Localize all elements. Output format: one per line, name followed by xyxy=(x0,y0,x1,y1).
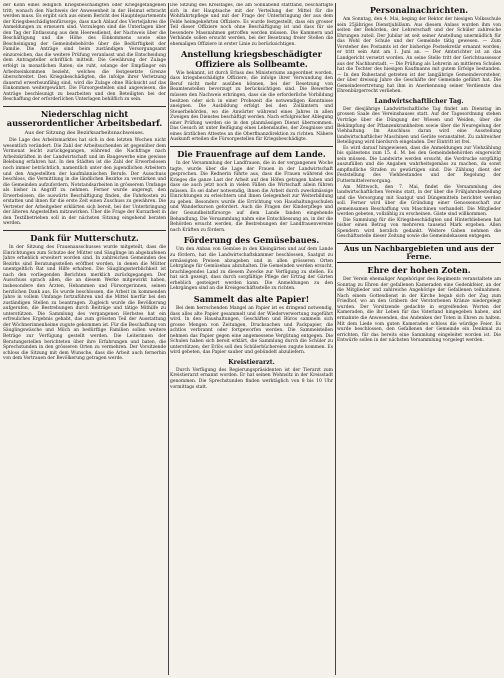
separator xyxy=(170,146,333,147)
column-rule xyxy=(168,3,169,675)
separator xyxy=(3,230,166,231)
article-text: Die Sammlung für die Kriegsbeschädigten und Hinterbliebenen hat bisher einen Betrag von mehreren tausend Mark ergeben. Allen Spendern wird herzlich gedankt. Weitere Gaben nehmen die Geschäftsstelle dieser Zeitung sowie die Gemeindekassen entgegen. xyxy=(337,217,501,240)
article-heading: Niederschlag nicht ausserordentlicher Arbeitsbedarf. xyxy=(6,108,163,129)
article-text: In der Versammlung der Landfrauen, die in der vergangenen Woche tagte, wurde über die Lage der Frauen in der Landwirtschaft gesprochen. Die Rednerin führte aus, dass die Frauen während des Krieges die ganze Last der Arbeit auf den Höfen getragen haben und dass sie auch jetzt noch in vielen Fällen die Wirtschaft allein führen müssen. Es sei daher notwendig, ihnen die Arbeit durch zweckmässige Einrichtungen zu erleichtern und ihnen Gelegenheit zur Weiterbildung zu geben. Besonders wurde die Errichtung von Haushaltungsschulen und Wanderkursen gefordert. Auch die Fragen der Kinderpflege und der Gesundheitsfürsorge auf dem Lande fanden eingehende Behandlung. Die Versammlung nahm eine Entschliessung an, in der die Behörden ersucht werden, die Bestrebungen der Landfrauenvereine nach Kräften zu fördern. xyxy=(170,161,333,233)
article-text: In der Sitzung des Frauenausschusses wurde mitgeteilt, dass die Einrichtungen zum Schutze der Mütter und Säuglinge im abgelaufenen Jahre erheblich erweitert worden sind. In zahlreichen Gemeinden des Bezirks sind Beratungsstellen eröffnet worden, in denen die Mütter unentgeltlich Rat und Hilfe erhalten. Die Säuglingssterblichkeit ist nach den vorliegenden Berichten merklich zurückgegangen. Der Ausschuss sprach allen, die an diesem Werke mitgewirkt haben, insbesondere den Ärzten, Hebammen und Fürsorgerinnen, seinen herzlichen Dank aus. Es wurde beschlossen, die Arbeit im kommenden Jahre in vollem Umfange fortzuführen und die Mittel hierfür bei den zuständigen Stellen zu beantragen. Zugleich wurde die Bevölkerung aufgerufen, die Bestrebungen durch Beiträge und tätige Mithilfe zu unterstützen. Die Sammlung des vergangenen Herbstes hat ein erfreuliches Ergebnis gehabt, das zum grössten Teil der Ausstattung der Wöchnerinnenheime zugute gekommen ist. Für die Beschaffung von Säuglingswäsche und Milch an bedürftige Familien sollen weitere Beträge zur Verfügung gestellt werden. Die Leiterinnen der Beratungsstellen berichteten über ihre Erfahrungen und baten, die Sprechstunden in den grösseren Orten zu vermehren. Der Vorsitzende schloss die Sitzung mit dem Wunsche, dass die Arbeit auch fernerhin von dem Vertrauen der Bevölkerung getragen werde. xyxy=(3,245,166,362)
article-heading: Personalnachrichten. xyxy=(369,5,469,15)
article-heading: Förderung des Gemüsebaues. xyxy=(183,235,320,246)
article-heading: Sammelt das alte Papier! xyxy=(193,293,310,304)
article-text: Wie bekannt, ist durch Erlass des Ministeriums angeordnet worden, dass kriegsbeschädigte Offiziere, die infolge ihrer Verwundung den Beruf nicht mehr ausüben können, bei der Besetzung von Beamtenstellen bevorzugt zu berücksichtigen sind. Die Bewerber müssen den Nachweis erbringen, dass sie die erforderliche Vorbildung besitzen oder sich in einer Probezeit die notwendigen Kenntnisse aneignen. Die Ausbildung erfolgt bei den Zollämtern und Steuerbehörden, wo die Anwärter während eines Jahres in allen Zweigen des Dienstes beschäftigt werden. Nach erfolgreicher Ablegung einer Prüfung werden sie in den planmässigen Dienst übernommen. Das Gesuch ist unter Beifügung eines Lebenslaufes, der Zeugnisse und eines ärztlichen Attestes an die Oberfinanzdirektion zu richten. Nähere Auskunft erteilen die Fürsorgestellen für Kriegsbeschädigte. xyxy=(170,70,333,143)
article-text: Am Sonntag, den 4. Mai, beging der Rektor der hiesigen Volksschule sein 25jähriges Dienstjubiläum. Aus diesem Anlass wurden ihm von seiten der Behörden, der Lehrerschaft und der Schüler zahlreiche Ehrungen zuteil. Der Jubilar ist seit seiner Anstellung unermüdlich für das Wohl der Schule und der Gemeinde tätig gewesen. — Zum Vorsteher des Postamts ist der bisherige Postsekretär ernannt worden; er tritt sein Amt am 1. Juni an. — Der Amtsrichter ist an das Landgericht versetzt worden. An seine Stelle tritt der Gerichtsassessor aus der Nachbarstadt. — Die Prüfung als Lehrerin an mittleren Schulen hat die Tochter des hiesigen Kaufmanns mit gutem Erfolge bestanden. — In den Ruhestand getreten ist der langjährige Gemeindevorsteher, der über dreissig Jahre die Geschäfte der Gemeinde geführt hat. Die Gemeindevertretung hat ihm in Anerkennung seiner Verdienste das Ehrenbürgerrecht verliehen. xyxy=(337,17,501,95)
separator xyxy=(3,106,166,107)
article-text: Die Sitzung des Kreistages, die am Sonnabend stattfand, beschäftigte sich in der Hauptsache mit der Verteilung der Mittel für die Wohlfahrtspflege und mit der Frage der Unterbringung der aus dem Felde heimgekehrten Offiziere. Es wurde festgestellt, dass ein grosser Teil dieser Offiziere noch ohne Beschäftigung ist und dass für sie besondere Massnahmen getroffen werden müssen. Die Kammern und Verbände sollen ersucht werden, bei der Besetzung freier Stellen die ehemaligen Offiziere in erster Linie zu berücksichtigen. xyxy=(170,3,333,47)
column-middle xyxy=(170,3,333,675)
article-text: Um den Anbau von Gemüse in den Kleingärten und auf dem Lande zu fördern, hat die Landwirtschaftskammer beschlossen, Saatgut zu ermässigten Preisen abzugeben und in allen grösseren Orten Lehrgänge für Gemüsebau abzuhalten. Die Gemeinden werden ersucht, brachliegendes Land zu diesem Zwecke zur Verfügung zu stellen. Es hat sich gezeigt, dass durch sorgfältige Pflege der Ertrag der Gärten erheblich gesteigert werden kann. Die Anmeldungen zu den Lehrgängen sind an die Kreisgeschäftsstelle zu richten. xyxy=(170,247,333,292)
article-text: der Kohn eines lediglich Kriegsbeschädigten oder Kriegsgefangenen tritt; wonach den Nachweis der Anwesenheit in der Heimat erbracht werden muss. Es ergibt sich aus einem Bericht des Hauptdepartements der Kriegsbeschädigtenfürsorge, dass nach Ablauf des Vierteljahres die Anmeldungen zu erneuern sind. Vorzulegen sind die Unterlagen über den Tag der Entlassung aus dem Heeresdienst, der Nachweis über die Beschäftigung und die Höhe des Einkommens sowie eine Bescheinigung der Gemeindebehörde über die Bedürftigkeit der Familie. Die Anträge sind beim zuständigen Versorgungsamt einzureichen, das die weitere Prüfung veranlasst und die Entscheidung dem Antragsteller schriftlich mitteilt. Die Gewährung der Zulage erfolgt in monatlichen Raten; sie ruht, solange der Empfänger ein Arbeitseinkommen bezieht, welches die festgesetzte Grenze überschreitet. Den Kriegsbeschädigten, die infolge ihrer Verletzung dauernd erwerbsunfähig sind, wird die Zulage ohne Rücksicht auf das Einkommen weitergewährt. Die Fürsorgestellen sind angewiesen, die Anträge beschleunigt zu bearbeiten und den Beteiligten bei der Beschaffung der erforderlichen Unterlagen behilflich zu sein. xyxy=(3,3,166,103)
article-text: Am Mittwoch, den 7. Mai, findet die Versammlung des landwirtschaftlichen Vereins statt, in der über die Frühjahrsbestellung und die Versorgung mit Saatgut und Düngemitteln berichtet werden soll. Ferner wird über die Gründung einer Genossenschaft zur gemeinsamen Beschaffung von Maschinen verhandelt. Die Mitglieder werden gebeten, vollzählig zu erscheinen. Gäste sind willkommen. xyxy=(337,184,501,218)
article-text: Die Lage des Arbeitsmarktes hat sich in den letzten Wochen nicht wesentlich verändert. Die Zahl der Arbeitsuchenden ist gegenüber dem Vormonat leicht zurückgegangen, während die Nachfrage nach Arbeitskräften in der Landwirtschaft und im Baugewerbe eine gewisse Belebung erfahren hat. In den Städten ist die Zahl der Erwerbslosen noch immer beträchtlich, namentlich unter den jugendlichen Arbeitern und den Angestellten der kaufmännischen Berufe. Der Ausschuss beschloss, die Vermittlung in die ländlichen Bezirke zu verstärken und die Gemeinden aufzufordern, Notstandsarbeiten in grösserem Umfange als bisher in Angriff zu nehmen. Ferner wurde angeregt, den Erwerbslosen, die auswärts Beschäftigung finden, die Fahrkosten zu erstatten und ihnen für die erste Zeit einen Zuschuss zu gewähren. Die Vertreter der Arbeitgeber erklärten sich bereit, bei der Unterbringung der älteren Angestellten mitzuwirken. Über die Frage der Kurzarbeit in den Textilbetrieben soll in der nächsten Sitzung eingehend beraten werden. xyxy=(3,138,166,227)
section-heading: Aus un Nachbargebieten und aus der Ferne. xyxy=(337,243,501,263)
article-heading: Ehre der hohen Zoten. xyxy=(367,264,471,275)
column-rule xyxy=(335,3,336,675)
article-text: Bei dem herrschenden Mangel an Papier ist es dringend notwendig, dass alles alte Papier gesammelt und der Wiederverwertung zugeführt wird. In den Haushaltungen, Geschäften und Büros sammeln sich grosse Mengen von Zeitungen, Drucksachen und Packpapier, die achtlos verbrannt oder fortgeworfen werden. Die Sammelstellen nehmen das Papier gegen eine angemessene Vergütung entgegen. Die Schulen haben sich bereit erklärt, die Sammlung durch die Schüler zu unterstützen; der Erlös soll den Schülerbüchereien zugute kommen. Es wird gebeten, das Papier sauber und gebündelt abzuliefern. xyxy=(170,305,333,356)
article-text: Der Verein ehemaliger Angehöriger des Regiments veranstaltete am Sonntag zu Ehren der gefallenen Kameraden eine Gedenkfeier, an der die Mitglieder und zahlreiche Angehörige der Gefallenen teilnahmen. Nach einem Gottesdienst in der Kirche begab sich der Zug zum Friedhof, wo an den Gräbern der Verstorbenen Kränze niedergelegt wurden. Der Vorsitzende gedachte in ergreifenden Worten der Kameraden, die ihr Leben für das Vaterland hingegeben haben, und ermahnte die Anwesenden, das Andenken der Toten in Ehren zu halten. Mit dem Liede vom guten Kameraden schloss die würdige Feier. Es wurde beschlossen, den Gefallenen der Gemeinde ein Denkmal zu errichten, für das bereits eine Sammlung eingeleitet worden ist. Die Entwürfe sollen in der nächsten Versammlung vorgelegt werden. xyxy=(337,277,501,344)
column-right xyxy=(337,3,501,675)
article-subheading: Aus der Sitzung des Bezirksarbeitsnachweises. xyxy=(24,130,145,137)
column-left xyxy=(3,3,166,675)
article-heading: Kreistierarzt. xyxy=(228,358,275,366)
article-text: Es wird darauf hingewiesen, dass die Anmeldungen zur Viehzählung bis spätestens zum 15. d. M. bei den Gemeindebehörden eingereicht sein müssen. Die Landwirte werden ersucht, die Vordrucke sorgfältig auszufüllen und die Angaben wahrheitsgemäss zu machen, da sonst empfindliche Strafen zu gewärtigen sind. Die Zählung dient der Feststellung des Viehbestandes und der Regelung der Futtermittelversorgung. xyxy=(337,145,501,184)
article-text: Durch Verfügung des Regierungspräsidenten ist der Tierarzt zum Kreistierarzt ernannt worden. Er hat seinen Wohnsitz in der Kreisstadt genommen. Die Sprechstunden finden werktäglich von 8 bis 10 Uhr vormittags statt. xyxy=(170,367,333,390)
article-heading: Landwirtschaftlicher Tag. xyxy=(374,97,464,105)
article-heading: Die Frauenfrage auf dem Lande. xyxy=(177,148,326,159)
article-text: Der diesjährige Landwirtschaftliche Tag findet am Dienstag im grossen Saale des Vereinshauses statt. Auf der Tagesordnung stehen Vorträge über die Düngung der Wiesen und Weiden, über die Bekämpfung der Pflanzenkrankheiten sowie über die Neuregelung der Viehhaltung. Im Anschluss daran wird eine Ausstellung landwirtschaftlicher Maschinen und Geräte veranstaltet. Zu zahlreicher Beteiligung wird hierdurch eingeladen. Der Eintritt ist frei. xyxy=(337,106,501,146)
article-heading: Dank für Mutterschutz. xyxy=(30,233,139,243)
article-heading: Anstellung kriegsbeschädigter Offiziere als Sollbeamte. xyxy=(181,49,322,69)
